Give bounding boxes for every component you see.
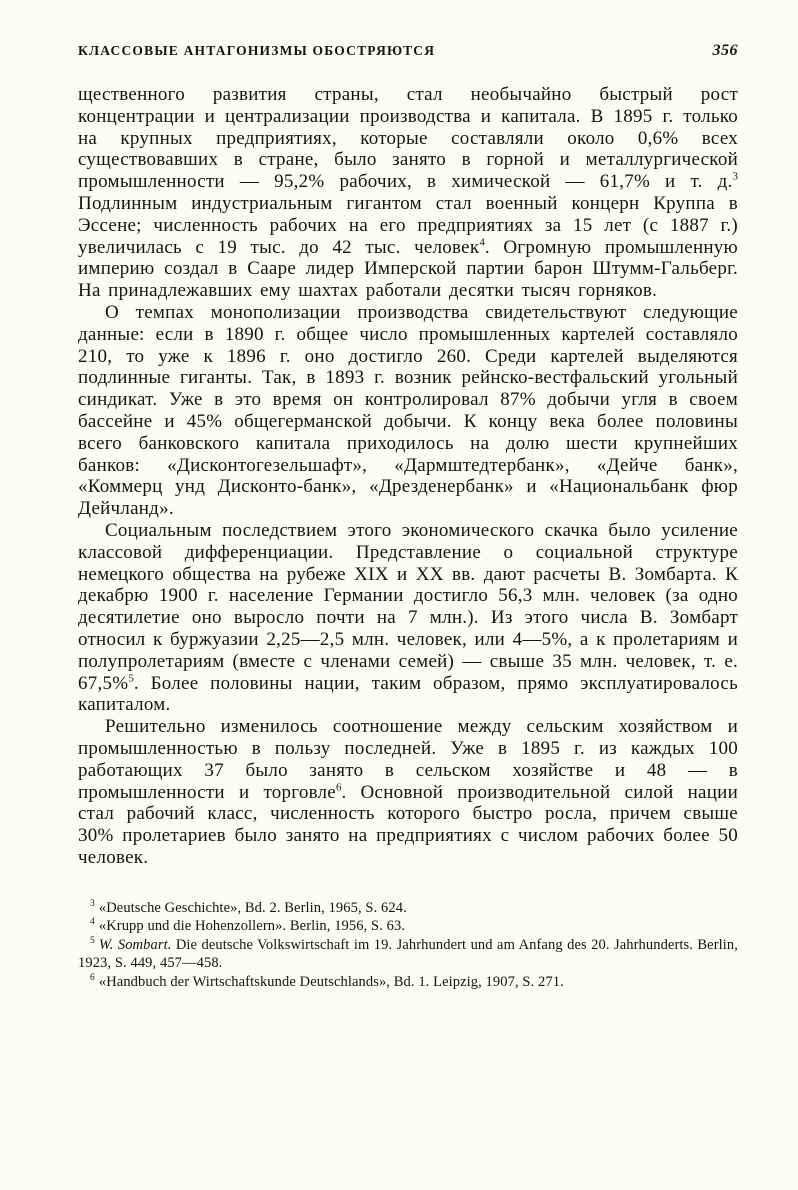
paragraph-2: [78, 302, 738, 520]
paragraph-text: щественного развития страны, стал необычайно быстрый рост концентрации и централизации производства и капитала. В 1895 г. только на крупных предприятиях, которые составляли около 0,6% всех существовавших в стране, было занято в горной и металлургической промышленности — 95,2% рабочих, в химической — 61,7% и т. д.: [78, 84, 738, 193]
footnote-3: [78, 899, 738, 918]
footnote-marker: 6: [90, 973, 95, 984]
footnotes-section: [78, 899, 738, 992]
paragraph-text: Социальным последствием этого экономического скачка было усиление классовой дифференциации. Представление о социальной структуре немецкого общества на рубеже XIX и XX вв. дают расчеты В. Зомбарта. К декабрю 1900 г. население Германии достигло 56,3 млн. человек (за одно десятилетие оно выросло почти на 7 млн.). Из этого числа В. Зомбарт относил к буржуазии 2,25—2,5 млн. человек, или 4—5%, а к пролетариям и полупролетариям (вместе с членами семей) — свыше 35 млн. человек, т. е. 67,5%: [78, 519, 738, 694]
footnote-text: «Krupp und die Hohenzollern». Berlin, 1956, S. 63.: [98, 918, 406, 935]
footnote-author: W. Sombart.: [98, 936, 172, 953]
paragraph-1: [78, 84, 738, 302]
footnote-ref-5: 5: [128, 672, 134, 685]
footnote-ref-4: 4: [479, 236, 485, 249]
running-header: [78, 42, 738, 60]
paragraph-text: Подлинным индустриальным гигантом стал военный концерн Круппа в Эссене; численность рабочих на его предприятиях за 15 лет (с 1887 г.) увеличилась с 19 тыс. до 42 тыс. человек: [78, 192, 738, 258]
footnote-marker: 4: [90, 917, 95, 928]
running-title: КЛАССОВЫЕ АНТАГОНИЗМЫ ОБОСТРЯЮТСЯ: [78, 43, 436, 58]
paragraph-text: . Более половины нации, таким образом, прямо эксплуатировалось капиталом.: [78, 672, 738, 716]
paragraph-text: Решительно изменилось соотношение между сельским хозяйством и промышленностью в пользу последней. Уже в 1895 г. из каждых 100 работающих 37 было занято в сельском хозяйстве и 48 — в промышленности и торговле: [78, 716, 738, 803]
footnote-text: «Deutsche Geschichte», Bd. 2. Berlin, 1965, S. 624.: [98, 899, 407, 916]
paragraph-4: [78, 716, 738, 869]
footnote-marker: 3: [90, 898, 95, 909]
page-number: 356: [712, 42, 738, 59]
paragraph-3: [78, 520, 738, 716]
footnote-4: [78, 917, 738, 936]
footnote-text: «Handbuch der Wirtschaftskunde Deutschlands», Bd. 1. Leipzig, 1907, S. 271.: [98, 974, 564, 991]
footnote-6: [78, 973, 738, 992]
footnote-5: [78, 936, 738, 973]
footnote-text: Die deutsche Volkswirtschaft im 19. Jahrhundert und am Anfang des 20. Jahrhunderts. Berlin, 1923, S. 449, 457—458.: [78, 936, 738, 972]
footnote-marker: 5: [90, 936, 95, 947]
paragraph-text: . Основной производительной силой нации стал рабочий класс, численность которого быстро росла, причем свыше 30% пролетариев было занято на предприятиях с числом рабочих более 50 человек.: [78, 781, 738, 868]
paragraph-text: О темпах монополизации производства свидетельствуют следующие данные: если в 1890 г. общее число промышленных картелей составляло 210, то уже к 1896 г. оно достигло 260. Среди картелей выделяются подлинные гиганты. Так, в 1893 г. возник рейнско-вестфальский угольный синдикат. Уже в это время он контролировал 87% добычи угля в своем бассейне и 45% общегерманской добычи. К концу века более половины всего банковского капитала приходилось на долю шести крупнейших банков: «Дисконтогезельшафт», «Дармштедтербанк», «Дейче банк», «Коммерц унд Дисконто-банк», «Дрезденербанк» и «Национальбанк фюр Дейчланд».: [78, 301, 738, 520]
paragraph-text: . Огромную промышленную империю создал в Сааре лидер Имперской партии барон Штумм-Гальберг. На принадлежавших ему шахтах работали десятки тысяч горняков.: [78, 236, 738, 302]
page-body: [78, 84, 738, 869]
footnote-ref-6: 6: [335, 781, 342, 794]
footnote-ref-3: 3: [732, 170, 738, 183]
